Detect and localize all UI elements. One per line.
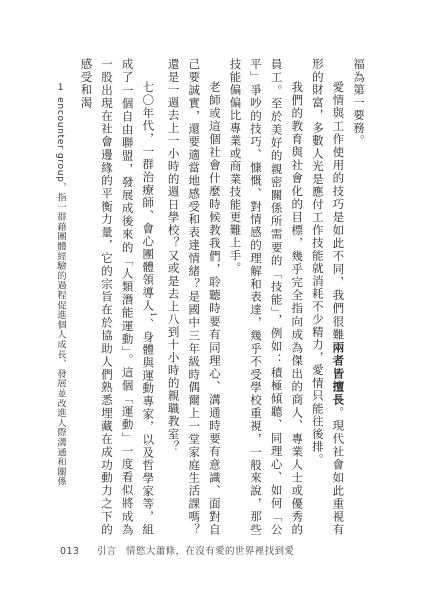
footnote [54, 82, 66, 532]
emphasis-text: 兩者皆擅長 [331, 341, 346, 407]
paragraph-5: 七〇年代，一群治療師、會心團體領導人$^1$、身體與運動專家，以及哲學家等，組成了一個自由聯盟，發展成後來的「人類潛能運動」。這個「運動」一度看似將成為一股出現在社會邊緣的平衡力量，它的宗旨在於協助人們熟悉埋藏在成功動力之下的感受和渴 [79, 58, 158, 537]
page-number: 013 [60, 546, 80, 557]
section-label: 引言 [96, 546, 117, 557]
footnote-mark: 1 [55, 82, 66, 94]
chapter-title: 情慾大蕭條，在沒有愛的世界裡找到愛 [126, 546, 295, 557]
running-footer [60, 543, 294, 557]
main-text [76, 58, 369, 536]
paragraph-1: 福為第一要務。 [352, 58, 366, 148]
paragraph-2: 愛情與工作使用的技巧是如此不同，我們很難兩者皆擅長。現代社會如此重視有形的財富，多數人光是應付工作技能就消耗不少精力，愛情只能往後排。 [310, 58, 346, 537]
paragraph-4: 老師或這個社會什麼時候教我們，聆聽時要有同理心、溝通時要有意識、面對自己要誠實，還要適當地感受和表達情緒？是國中三年級時偶爾上一堂家庭生活課嗎？還是一週去上一小時的週日學校？又或是去上八到十小時的親職教室？ [166, 58, 222, 536]
footnote-text: encounter group，指一群藉團體經驗的過程促進個人成長、發展並改進人際溝通和關係 [55, 97, 66, 487]
paragraph-3: 我們的教育與社會化的目標，幾乎完全指向成為傑出的商人、專業人士或優秀的員工。至於美好的親密關係所需要的「技能」，例如：積極傾聽、同理心、如何「公平」爭吵的技巧、慷慨、對情感的理解和表達，幾乎不受學校重視，一般來說，那些技能偏偏比專業或商業技能更難上手。 [228, 58, 305, 536]
footnote-reference[interactable]: 1 [149, 312, 158, 318]
